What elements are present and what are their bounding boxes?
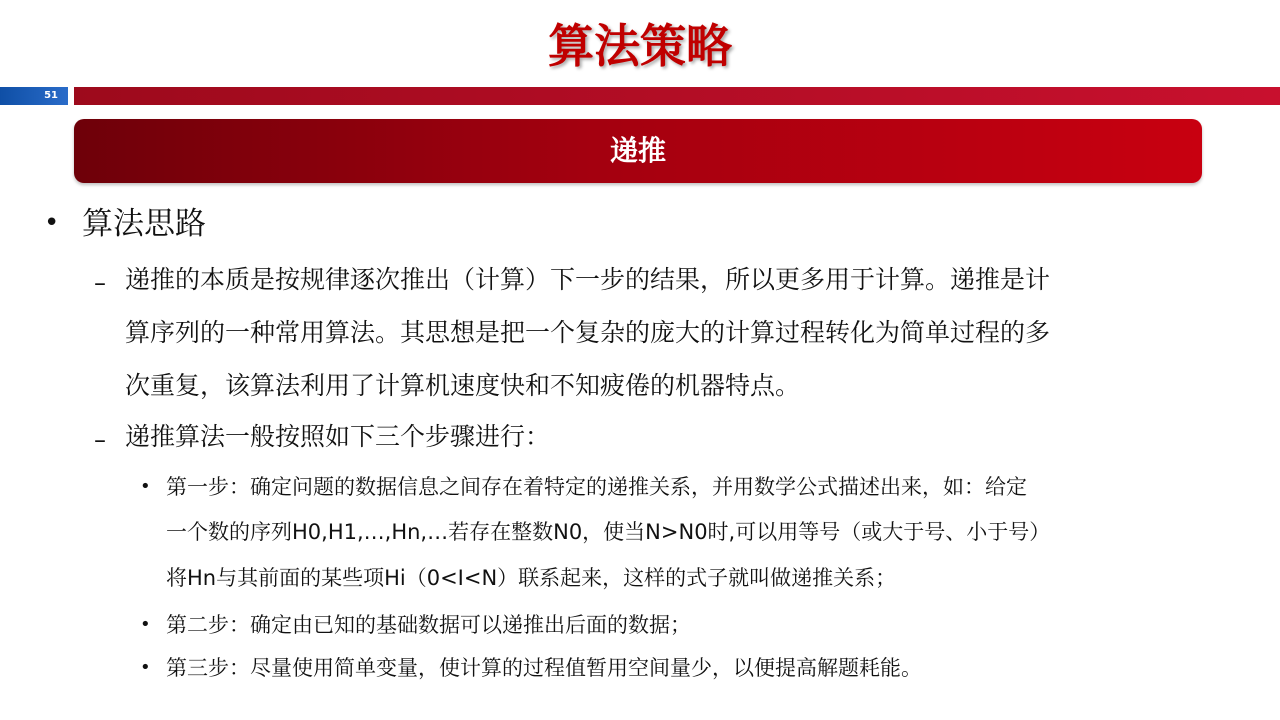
page-number: 51: [0, 87, 68, 105]
para1-line: 次重复，该算法利用了计算机速度快和不知疲倦的机器特点。: [125, 371, 801, 400]
dash-bullet-icon: –: [94, 426, 106, 454]
step2: 第二步：确定由已知的基础数据可以递推出后面的数据；: [166, 613, 691, 637]
step1-line: 将Hn与其前面的某些项Hi（0<I<N）联系起来，这样的式子就叫做递推关系；: [166, 566, 897, 590]
heading-algorithm-idea: 算法思路: [82, 206, 206, 242]
step3: 第三步：尽量使用简单变量，使计算的过程值暂用空间量少，以便提高解题耗能。: [166, 656, 922, 680]
bullet-dot-icon: •: [140, 614, 151, 635]
section-banner: 递推: [74, 119, 1202, 183]
step1-line: 一个数的序列H0,H1,…,Hn,…若存在整数N0，使当N>N0时,可以用等号（或大于号、小于号）: [166, 520, 1051, 544]
dash-bullet-icon: –: [94, 269, 106, 297]
para1-line: 递推的本质是按规律逐次推出（计算）下一步的结果，所以更多用于计算。递推是计: [125, 265, 1051, 294]
bullet-dot-icon: •: [140, 476, 151, 497]
slide-title: 算法策略: [548, 19, 732, 73]
para1-line: 算序列的一种常用算法。其思想是把一个复杂的庞大的计算过程转化为简单过程的多: [125, 318, 1051, 347]
bullet-dot-icon: •: [44, 208, 60, 238]
step1-line: 第一步：确定问题的数据信息之间存在着特定的递推关系，并用数学公式描述出来，如：给定: [166, 475, 1027, 499]
bullet-dot-icon: •: [140, 657, 151, 678]
para2: 递推算法一般按照如下三个步骤进行：: [125, 422, 551, 451]
